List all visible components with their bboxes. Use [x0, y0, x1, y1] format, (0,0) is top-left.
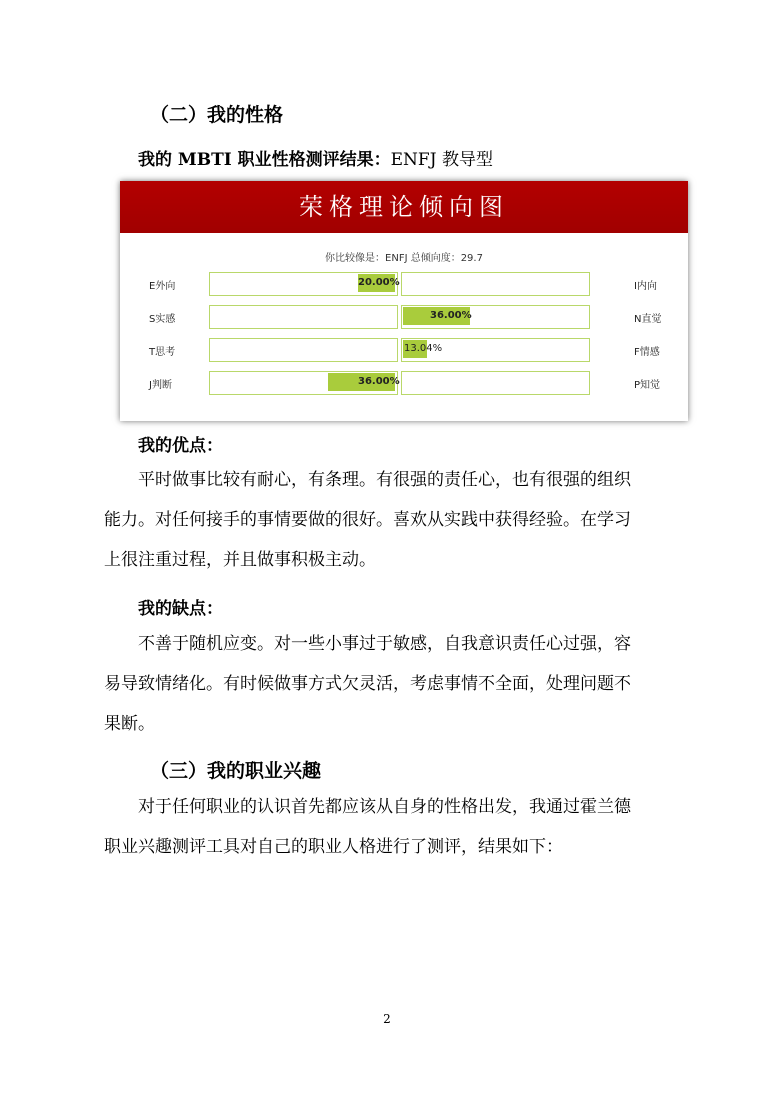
chart-right-label: F情感 [634, 347, 660, 358]
chart-left-label: T思考 [149, 347, 176, 358]
interests-line: 对于任何职业的认识首先都应该从自身的性格出发，我通过霍兰德 [138, 797, 631, 817]
strengths-heading: 我的优点： [138, 436, 223, 456]
page-number: 2 [383, 1012, 391, 1026]
weaknesses-line: 不善于随机应变。对一些小事过于敏感，自我意识责任心过强，容 [138, 634, 631, 654]
weaknesses-paragraph [104, 624, 698, 744]
weaknesses-line: 易导致情绪化。有时候做事方式欠灵活，考虑事情不全面，处理问题不 [104, 674, 631, 694]
chart-title: 荣格理论倾向图 [120, 181, 688, 233]
mbti-result-prefix: 我的 MBTI 职业性格测评结果： [138, 150, 391, 170]
chart-right-track [401, 272, 590, 296]
strengths-paragraph [104, 460, 698, 580]
strengths-line: 上很注重过程，并且做事积极主动。 [104, 550, 376, 570]
mbti-result-value: ENFJ 教导型 [390, 150, 493, 170]
chart-right-label: N直觉 [634, 314, 662, 325]
chart-left-track [209, 338, 398, 362]
chart-right-label: P知觉 [634, 380, 661, 391]
chart-bar-label: 20.00% [358, 277, 400, 288]
interests-paragraph [104, 787, 698, 867]
chart-left-label: J判断 [149, 380, 172, 391]
mbti-result-line [138, 145, 493, 170]
strengths-line: 平时做事比较有耐心，有条理。有很强的责任心，也有很强的组织 [138, 470, 631, 490]
chart-left-track [209, 305, 398, 329]
chart-left-label: E外向 [149, 281, 176, 292]
chart-left-label: S实感 [149, 314, 176, 325]
chart-bar-label: 36.00% [430, 310, 472, 321]
chart-bar-label: 36.00% [358, 376, 400, 387]
weaknesses-line: 果断。 [104, 714, 155, 734]
chart-right-label: I内向 [634, 281, 657, 292]
interests-line: 职业兴趣测评工具对自己的职业人格进行了测评，结果如下： [104, 837, 563, 857]
jung-tendency-chart [120, 181, 688, 421]
section-heading-interests: （三）我的职业兴趣 [150, 760, 322, 782]
chart-summary: 你比较像是：ENFJ 总倾向度：29.7 [325, 253, 483, 264]
chart-bar-label: 13.04% [404, 343, 443, 354]
strengths-line: 能力。对任何接手的事情要做的很好。喜欢从实践中获得经验。在学习 [104, 510, 631, 530]
chart-right-track [401, 371, 590, 395]
weaknesses-heading: 我的缺点： [138, 599, 223, 619]
section-heading-personality: （二）我的性格 [150, 104, 284, 126]
